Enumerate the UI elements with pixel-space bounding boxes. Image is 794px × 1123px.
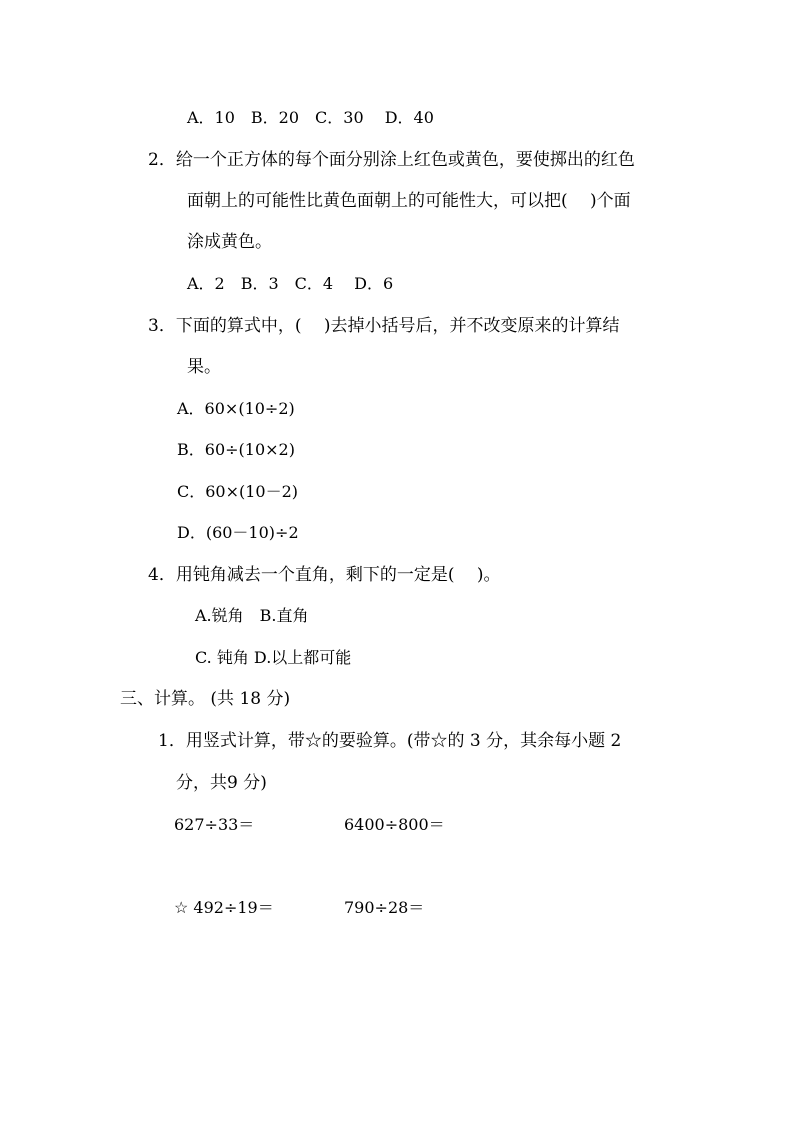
q2-stem-line3: 涂成黄色。 — [187, 232, 272, 252]
section-heading: 三、计算。 (共 18 分) — [120, 689, 291, 709]
q3-option-a: A．60×(10÷2) — [177, 399, 295, 418]
calc-problem-4: 790÷28＝ — [344, 898, 425, 917]
calc-problem-3: ☆ 492÷19＝ — [174, 898, 274, 917]
q3-option-c: C．60×(10－2) — [177, 482, 299, 501]
calc-problem-1: 627÷33＝ — [174, 815, 255, 834]
q2-stem-line1: 2．给一个正方体的每个面分别涂上红色或黄色，要使掷出的红色 — [148, 150, 635, 170]
q2-options: A．2 B．3 C．4 D．6 — [187, 274, 394, 293]
q3-stem-line1: 3．下面的算式中，( )去掉小括号后，并不改变原来的计算结 — [148, 316, 620, 336]
q3-option-d: D．(60－10)÷2 — [177, 523, 299, 542]
q3-option-b: B．60÷(10×2) — [177, 440, 295, 459]
q4-options-cd: C. 钝角 D.以上都可能 — [195, 648, 352, 667]
calc-problem-2: 6400÷800＝ — [344, 815, 445, 834]
q4-options-ab: A.锐角 B.直角 — [195, 606, 309, 625]
calc-instructions-line2: 分，共9 分) — [176, 773, 267, 793]
calc-instructions-line1: 1．用竖式计算，带☆的要验算。(带☆的 3 分，其余每小题 2 — [158, 731, 622, 751]
q4-stem: 4．用钝角减去一个直角，剩下的一定是( )。 — [148, 565, 501, 585]
q2-stem-line2: 面朝上的可能性比黄色面朝上的可能性大，可以把( )个面 — [187, 191, 631, 211]
q3-stem-line2: 果。 — [187, 357, 221, 377]
q1-options: A．10 B．20 C．30 D．40 — [187, 108, 434, 127]
